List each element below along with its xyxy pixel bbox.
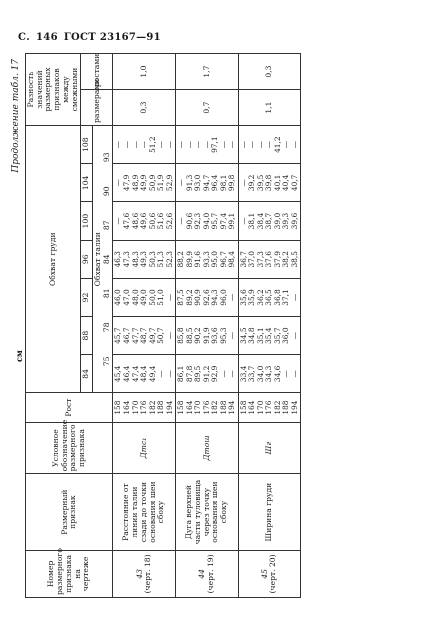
measurement-value: — bbox=[176, 179, 186, 187]
diff-height-value: 1,7 bbox=[176, 54, 239, 90]
height-value: 188 bbox=[281, 400, 291, 415]
table-row bbox=[238, 54, 301, 598]
measurement-value: — bbox=[156, 370, 166, 378]
measurement-value: 92,3 bbox=[193, 212, 203, 230]
row-number: 43 bbox=[134, 569, 144, 579]
measurement-value: 52,9 bbox=[164, 174, 174, 192]
chest-100-values bbox=[238, 202, 301, 240]
row-symbol: Дтош bbox=[176, 422, 239, 474]
row-number: 45 bbox=[259, 569, 269, 579]
measurement-value: — bbox=[130, 140, 140, 149]
chest-108-values bbox=[176, 126, 239, 164]
measurement-value: 94,7 bbox=[201, 174, 211, 192]
row-symbol: Дтс₁ bbox=[113, 422, 176, 474]
height-value: 194 bbox=[289, 400, 299, 415]
measurement-value: — bbox=[289, 331, 299, 340]
diff-size-value: 1,1 bbox=[238, 90, 301, 126]
measurement-value: — bbox=[289, 293, 299, 302]
row-ref: (черт. 20) bbox=[268, 554, 278, 594]
measurement-value: — bbox=[227, 293, 237, 302]
table-row bbox=[176, 54, 239, 598]
measurement-value: 35,1 bbox=[255, 327, 265, 344]
measurement-value: 88,2 bbox=[176, 251, 186, 268]
measurement-value: — bbox=[176, 217, 186, 225]
height-value: 164 bbox=[247, 400, 257, 415]
measurement-value: 88,5 bbox=[184, 327, 194, 344]
measurement-value: — bbox=[201, 140, 211, 149]
measurement-value: — bbox=[227, 370, 237, 378]
measurement-value: — bbox=[113, 217, 123, 225]
col-name-header: Размерный признак bbox=[26, 474, 113, 550]
measurement-value: 35,6 bbox=[238, 289, 248, 306]
chest-84-values bbox=[238, 355, 301, 393]
measurement-value: 91,9 bbox=[201, 327, 211, 344]
measurement-value: 39,6 bbox=[289, 212, 299, 230]
measurement-value: — bbox=[281, 370, 291, 378]
row-number-cell bbox=[238, 550, 301, 597]
measurement-value: — bbox=[264, 140, 274, 149]
waist-value: 78 bbox=[101, 322, 111, 333]
chest-88-values bbox=[176, 317, 239, 355]
height-value: 188 bbox=[218, 400, 228, 415]
diff-size-value: 0,7 bbox=[176, 90, 239, 126]
measurement-value: 38,5 bbox=[289, 251, 299, 268]
measurement-value: 51,0 bbox=[156, 289, 166, 306]
height-value: 182 bbox=[210, 400, 220, 415]
chest-84-values bbox=[113, 355, 176, 393]
chest-96: 96 bbox=[81, 240, 93, 278]
height-value: 158 bbox=[113, 400, 123, 415]
measurement-value: 99,1 bbox=[227, 212, 237, 230]
waist-value: 84 bbox=[101, 254, 111, 265]
row-heights bbox=[113, 393, 176, 422]
measurement-value: 36,2 bbox=[255, 289, 265, 306]
height-value: 170 bbox=[255, 400, 265, 415]
row-number-cell bbox=[113, 550, 176, 597]
measurement-value: 45,7 bbox=[113, 327, 123, 344]
chest-92-values bbox=[176, 278, 239, 316]
col-diff-header: Разность значений размерных признаков между смежными bbox=[26, 54, 81, 126]
measurement-value: 47,3 bbox=[121, 251, 131, 268]
chest-108: 108 bbox=[81, 126, 93, 164]
chest-100: 100 bbox=[81, 202, 93, 240]
height-value: 158 bbox=[238, 400, 248, 415]
measurement-value: 91,6 bbox=[193, 251, 203, 268]
chest-88-values bbox=[113, 317, 176, 355]
measurement-value: 89,2 bbox=[184, 289, 194, 306]
measurement-value: — bbox=[164, 140, 174, 149]
measurement-value: 93,3 bbox=[201, 251, 211, 268]
measurement-value: — bbox=[164, 331, 174, 340]
measurement-value: 41,2 bbox=[272, 136, 282, 153]
measurement-value: 48,7 bbox=[139, 327, 149, 344]
measurement-value: 39,3 bbox=[281, 212, 291, 230]
measurement-value: — bbox=[184, 140, 194, 149]
measurement-value: 97,4 bbox=[218, 212, 228, 230]
measurement-value: 38,7 bbox=[264, 212, 274, 230]
row-name: Дуга верхней части туловища через точку основания шеи сбоку bbox=[176, 474, 239, 550]
waist-header bbox=[93, 126, 113, 393]
diff-height-value: 1,0 bbox=[113, 54, 176, 90]
measurement-value: 96,7 bbox=[218, 251, 228, 268]
chest-84: 84 bbox=[81, 355, 93, 393]
measurement-value: 98,1 bbox=[218, 174, 228, 192]
measurement-value: — bbox=[227, 140, 237, 149]
measurement-value: — bbox=[193, 140, 203, 149]
row-name: Расстояние от линии талии сзади до точки основания шеи сбоку bbox=[113, 474, 176, 550]
measurement-value: 39,5 bbox=[255, 174, 265, 192]
measurement-value: 33,7 bbox=[247, 365, 257, 383]
chest-108-values bbox=[238, 126, 301, 164]
measurement-value: 40,4 bbox=[281, 174, 291, 192]
row-ref: (черт. 19) bbox=[205, 554, 215, 594]
measurement-value: 51,3 bbox=[156, 251, 166, 268]
chest-96-values bbox=[176, 240, 239, 278]
height-value: 164 bbox=[121, 400, 131, 415]
table-body bbox=[113, 54, 301, 598]
measurement-value: 46,4 bbox=[121, 365, 131, 383]
measurement-value: 93,0 bbox=[193, 174, 203, 192]
measurement-value: 49,6 bbox=[139, 212, 149, 230]
measurement-value: 35,9 bbox=[247, 289, 257, 306]
measurement-value: — bbox=[139, 140, 149, 149]
chest-84-values bbox=[176, 355, 239, 393]
measurement-value: — bbox=[289, 370, 299, 378]
height-value: 194 bbox=[227, 400, 237, 415]
col-chest-header: Обхват груди bbox=[26, 126, 81, 393]
measurement-value: 93,6 bbox=[210, 327, 220, 344]
measurement-value: 90,2 bbox=[193, 327, 203, 344]
measurement-value: 52,3 bbox=[164, 251, 174, 268]
measurement-value: 87,8 bbox=[184, 365, 194, 383]
measurement-value: — bbox=[238, 217, 248, 225]
measurement-value: 85,8 bbox=[176, 327, 186, 344]
diff-height-value: 0,3 bbox=[238, 54, 301, 90]
measurement-value: 47,9 bbox=[121, 174, 131, 192]
measurement-value: 48,6 bbox=[130, 212, 140, 230]
measurement-value: 50,0 bbox=[147, 289, 157, 306]
measurement-value: 34,3 bbox=[264, 365, 274, 383]
measurement-value: 49,9 bbox=[139, 174, 149, 192]
measurement-value: 50,3 bbox=[147, 251, 157, 268]
row-ref: (черт. 18) bbox=[143, 554, 153, 594]
col-symbol-header: Условное обозначение размерного признака bbox=[26, 422, 113, 474]
measurement-value: 95,0 bbox=[210, 251, 220, 268]
measurement-value: — bbox=[227, 331, 237, 340]
measurement-value: 34,6 bbox=[272, 365, 282, 383]
chest-104: 104 bbox=[81, 164, 93, 202]
measurement-value: 40,7 bbox=[289, 174, 299, 192]
row-number-cell bbox=[176, 550, 239, 597]
measurement-value: 89,5 bbox=[193, 365, 203, 383]
diff-height-header: ростами bbox=[81, 54, 113, 90]
height-value: 182 bbox=[272, 400, 282, 415]
measurement-value: 52,6 bbox=[164, 212, 174, 230]
measurement-value: 94,3 bbox=[210, 289, 220, 306]
rotated-table-area bbox=[11, 53, 413, 598]
measurement-value: 46,7 bbox=[121, 327, 131, 344]
measurement-value: 96,0 bbox=[218, 289, 228, 306]
measurement-value: 37,9 bbox=[272, 251, 282, 268]
measurement-value: 94,0 bbox=[201, 212, 211, 230]
height-value: 194 bbox=[164, 400, 174, 415]
measurement-value: 40,1 bbox=[272, 174, 282, 192]
chest-100-values bbox=[113, 202, 176, 240]
measurement-value: 97,1 bbox=[210, 136, 220, 153]
measurement-value: — bbox=[289, 140, 299, 149]
measurement-value: — bbox=[121, 140, 131, 149]
measurement-value: 35,7 bbox=[272, 327, 282, 344]
measurement-value: 47,4 bbox=[130, 365, 140, 383]
chest-92-values bbox=[113, 278, 176, 316]
unit-label: см bbox=[14, 350, 24, 362]
chest-92: 92 bbox=[81, 278, 93, 316]
row-symbol: Шг bbox=[238, 422, 301, 474]
height-value: 176 bbox=[201, 400, 211, 415]
diff-size-value: 0,3 bbox=[113, 90, 176, 126]
chest-100-values bbox=[176, 202, 239, 240]
measurement-value: 98,4 bbox=[227, 251, 237, 268]
waist-value: 93 bbox=[101, 152, 111, 163]
measurement-value: 38,1 bbox=[247, 212, 257, 230]
measurement-value: 47,6 bbox=[121, 212, 131, 230]
measurement-value: 35,4 bbox=[264, 327, 274, 344]
height-value: 182 bbox=[147, 400, 157, 415]
measurement-value: — bbox=[238, 179, 248, 187]
measurement-value: 48,4 bbox=[139, 365, 149, 383]
measurement-value: 92,9 bbox=[210, 365, 220, 383]
measurement-value: 36,5 bbox=[264, 289, 274, 306]
measurement-value: — bbox=[113, 140, 123, 149]
measurement-value: — bbox=[247, 140, 257, 149]
row-number: 44 bbox=[197, 569, 207, 579]
measurement-value: 48,9 bbox=[130, 174, 140, 192]
row-name: Ширина груди bbox=[238, 474, 301, 550]
measurement-value: — bbox=[218, 370, 228, 378]
height-value: 176 bbox=[264, 400, 274, 415]
measurement-value: 47,0 bbox=[121, 289, 131, 306]
measurement-value: 90,9 bbox=[193, 289, 203, 306]
waist-value: 81 bbox=[101, 288, 111, 299]
measurement-value: 45,4 bbox=[113, 365, 123, 383]
measurement-value: 36,0 bbox=[281, 327, 291, 344]
measurement-value: — bbox=[156, 140, 166, 149]
height-value: 170 bbox=[130, 400, 140, 415]
measurement-value: 34,5 bbox=[238, 327, 248, 344]
waist-value: 90 bbox=[101, 186, 111, 197]
measurement-value: — bbox=[255, 140, 265, 149]
measurement-value: 37,0 bbox=[247, 251, 257, 268]
measurement-value: 49,4 bbox=[147, 365, 157, 383]
measurement-value: 49,7 bbox=[147, 327, 157, 344]
measurement-value: — bbox=[164, 293, 174, 302]
chest-104-values bbox=[238, 164, 301, 202]
measurement-value: 37,3 bbox=[255, 251, 265, 268]
height-value: 158 bbox=[176, 400, 186, 415]
measurement-value: 51,6 bbox=[156, 212, 166, 230]
measurement-value: 51,9 bbox=[156, 174, 166, 192]
waist-value: 87 bbox=[101, 220, 111, 231]
measurement-value: 87,5 bbox=[176, 289, 186, 306]
measurement-value: 91,2 bbox=[201, 365, 211, 383]
chest-104-values bbox=[176, 164, 239, 202]
continuation-label: Продолжение табл. 17 bbox=[11, 59, 21, 173]
measurement-value: 37,1 bbox=[281, 289, 291, 306]
measurement-value: 89,9 bbox=[184, 251, 194, 268]
measurement-value: 50,7 bbox=[156, 327, 166, 344]
measurement-value: 46,0 bbox=[113, 289, 123, 306]
measurement-value: 95,3 bbox=[218, 327, 228, 344]
diff-size-header: размерами bbox=[81, 90, 113, 126]
measurement-value: 48,0 bbox=[130, 289, 140, 306]
measurement-value: 49,3 bbox=[139, 251, 149, 268]
chest-108-values bbox=[113, 126, 176, 164]
measurement-value: 90,6 bbox=[184, 212, 194, 230]
height-value: 176 bbox=[139, 400, 149, 415]
measurement-value: 36,7 bbox=[238, 251, 248, 268]
row-heights bbox=[176, 393, 239, 422]
chest-104-values bbox=[113, 164, 176, 202]
measurement-value: 92,6 bbox=[201, 289, 211, 306]
waist-values bbox=[102, 140, 111, 378]
measurement-value: — bbox=[281, 140, 291, 149]
measurement-value: — bbox=[176, 140, 186, 149]
chest-96-values bbox=[238, 240, 301, 278]
measurement-value: 34,0 bbox=[255, 365, 265, 383]
height-value: 170 bbox=[193, 400, 203, 415]
measurement-value: 49,0 bbox=[139, 289, 149, 306]
measurement-value: 33,4 bbox=[238, 365, 248, 383]
chest-92-values bbox=[238, 278, 301, 316]
measurement-value: 39,8 bbox=[264, 174, 274, 192]
measurement-value: 86,1 bbox=[176, 365, 186, 383]
measurement-value: — bbox=[164, 370, 174, 378]
page-header bbox=[18, 32, 167, 43]
measurement-value: — bbox=[218, 140, 228, 149]
height-value: 188 bbox=[156, 400, 166, 415]
measurement-value: — bbox=[113, 179, 123, 187]
measurement-value: 95,7 bbox=[210, 212, 220, 230]
measurement-value: 39,2 bbox=[247, 174, 257, 192]
chest-88: 88 bbox=[81, 317, 93, 355]
measurement-table bbox=[25, 53, 301, 598]
measurement-value: 34,8 bbox=[247, 327, 257, 344]
chest-88-values bbox=[238, 317, 301, 355]
chest-96-values bbox=[113, 240, 176, 278]
page-number: 146 bbox=[36, 32, 58, 43]
measurement-value: 50,9 bbox=[147, 174, 157, 192]
height-value: 164 bbox=[184, 400, 194, 415]
measurement-value: 37,6 bbox=[264, 251, 274, 268]
measurement-value: 50,6 bbox=[147, 212, 157, 230]
measurement-value: 38,4 bbox=[255, 212, 265, 230]
page-letter: С. bbox=[18, 32, 31, 43]
measurement-value: 39,0 bbox=[272, 212, 282, 230]
measurement-value: 48,3 bbox=[130, 251, 140, 268]
waist-value: 75 bbox=[101, 356, 111, 367]
waist-label: Обхват талии bbox=[93, 232, 103, 287]
measurement-value: 46,3 bbox=[113, 251, 123, 268]
row-heights bbox=[238, 393, 301, 422]
col-number-header: Номер размерного признака на чертеже bbox=[26, 550, 113, 597]
measurement-value: — bbox=[238, 140, 248, 149]
measurement-value: 51,2 bbox=[147, 136, 157, 153]
measurement-value: 47,7 bbox=[130, 327, 140, 344]
measurement-value: 38,2 bbox=[281, 251, 291, 268]
measurement-value: 36,8 bbox=[272, 289, 282, 306]
measurement-value: 91,3 bbox=[184, 174, 194, 192]
table-row bbox=[113, 54, 176, 598]
col-height-header: Рост bbox=[26, 393, 113, 422]
standard-code: ГОСТ 23167—91 bbox=[63, 32, 161, 43]
measurement-value: 99,8 bbox=[227, 174, 237, 192]
measurement-value: 96,4 bbox=[210, 174, 220, 192]
